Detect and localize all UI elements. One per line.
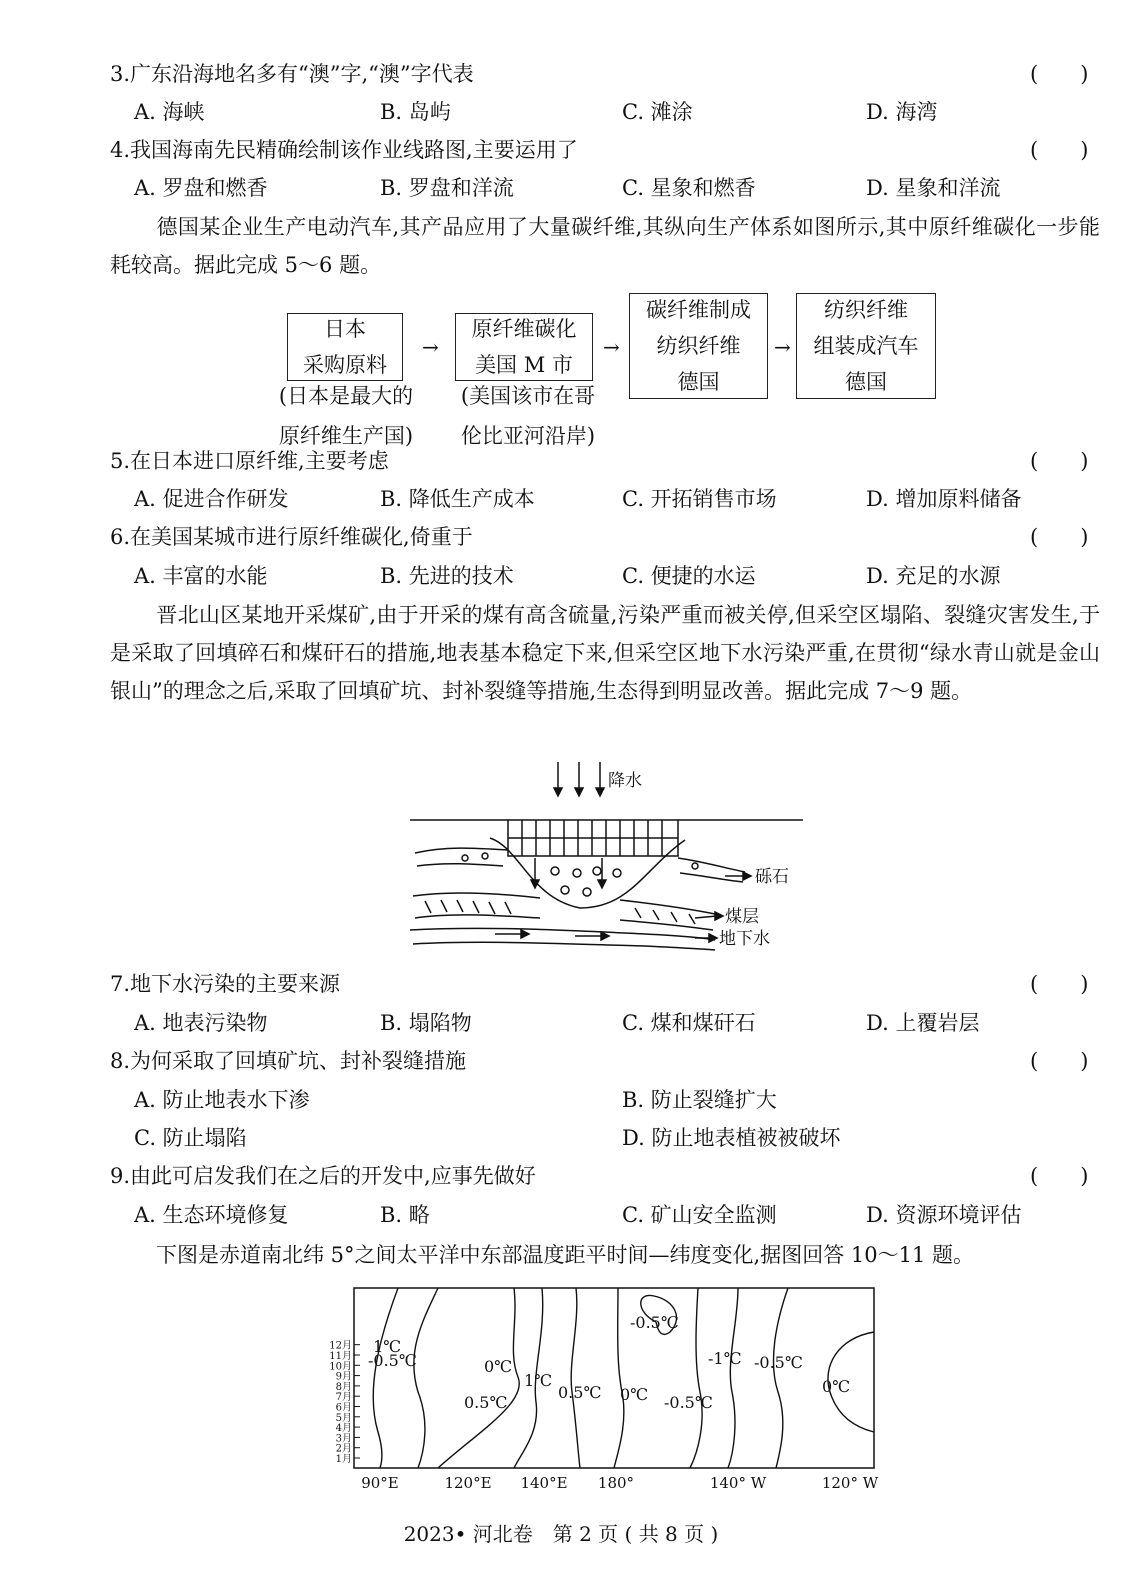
subsidence-basin xyxy=(490,838,685,908)
q8-answer-bracket[interactable]: ( ) xyxy=(1030,1049,1089,1073)
contour-value-label: -0.5℃ xyxy=(630,1313,679,1332)
y-tick-label: 8月 xyxy=(335,1381,352,1393)
q3-option-a[interactable]: A. 海峡 xyxy=(134,100,205,124)
q9-option-c[interactable]: C. 矿山安全监测 xyxy=(622,1203,777,1227)
x-tick-label: 90°E xyxy=(361,1474,399,1492)
contour-line xyxy=(773,1288,788,1468)
contour-value-label: 0.5℃ xyxy=(464,1393,508,1412)
q3-option-c[interactable]: C. 滩涂 xyxy=(622,100,693,124)
q7-option-c[interactable]: C. 煤和煤矸石 xyxy=(622,1011,756,1035)
y-tick-label: 7月 xyxy=(335,1392,352,1404)
passage-10-11-text: 下图是赤道南北纬 5°之间太平洋中东部温度距平时间—纬度变化,据图回答 10～11 题。 xyxy=(156,1243,975,1267)
passage-5-6-text: 德国某企业生产电动汽车,其产品应用了大量碳纤维,其纵向生产体系如图所示,其中原纤维碳化一步能耗较高。据此完成 5～6 题。 xyxy=(110,215,1100,277)
contour-labels xyxy=(368,1313,850,1412)
rain-arrowhead xyxy=(575,788,583,796)
passage-10-11 xyxy=(110,1236,1100,1274)
flow-box-germany-car-line1: 纺织纤维 xyxy=(824,298,908,322)
x-tick-label: 120° W xyxy=(821,1474,879,1492)
q4-option-a[interactable]: A. 罗盘和燃香 xyxy=(134,176,268,200)
contour-value-label: -0.5℃ xyxy=(368,1351,417,1370)
label-gravel: 砾石 xyxy=(755,867,789,887)
q9-option-a[interactable]: A. 生态环境修复 xyxy=(134,1203,289,1227)
flow-note-japan xyxy=(258,376,434,456)
q5-option-a[interactable]: A. 促进合作研发 xyxy=(134,487,289,511)
contour-line xyxy=(614,1288,624,1468)
q4-answer-bracket[interactable]: ( ) xyxy=(1030,138,1089,162)
arrow-right-icon: → xyxy=(774,335,791,359)
page-footer: 2023• 河北卷 第 2 页 ( 共 8 页 ) xyxy=(403,1522,719,1546)
q3-stem: 3.广东沿海地名多有“澳”字,“澳”字代表 xyxy=(110,62,474,86)
contour-line xyxy=(373,1288,398,1468)
contour-value-label: 0℃ xyxy=(620,1385,649,1404)
q7-option-b[interactable]: B. 塌陷物 xyxy=(380,1011,472,1035)
q9-option-b[interactable]: B. 略 xyxy=(380,1203,430,1227)
q5-option-c[interactable]: C. 开拓销售市场 xyxy=(622,487,777,511)
q7-answer-bracket[interactable]: ( ) xyxy=(1030,972,1089,996)
q8-stem: 8.为何采取了回填矿坑、封补裂缝措施 xyxy=(110,1049,467,1073)
y-tick-label: 4月 xyxy=(335,1423,352,1435)
flow-note-usa-line1: (美国该市在哥 xyxy=(460,384,596,408)
rain-arrowhead xyxy=(596,788,604,796)
passage-7-9 xyxy=(110,596,1100,710)
flow-note-japan-line2: 原纤维生产国) xyxy=(278,424,414,448)
flow-box-germany-car xyxy=(796,293,936,399)
y-tick-label: 3月 xyxy=(335,1433,352,1445)
passage-5-6 xyxy=(110,208,1100,284)
q5-option-d[interactable]: D. 增加原料储备 xyxy=(866,487,1022,511)
contour-line xyxy=(414,1288,438,1468)
q5-stem: 5.在日本进口原纤维,主要考虑 xyxy=(110,449,389,473)
y-axis-ticks xyxy=(329,1340,360,1465)
q9-stem: 9.由此可启发我们在之后的开发中,应事先做好 xyxy=(110,1164,536,1188)
contour-line xyxy=(571,1288,580,1468)
q8-option-d[interactable]: D. 防止地表植被被破坏 xyxy=(622,1126,841,1150)
q3-answer-bracket[interactable]: ( ) xyxy=(1030,62,1089,86)
contour-value-label: 1℃ xyxy=(524,1371,553,1390)
q4-stem: 4.我国海南先民精确绘制该作业线路图,主要运用了 xyxy=(110,138,578,162)
flow-note-usa xyxy=(440,376,616,456)
q6-option-b[interactable]: B. 先进的技术 xyxy=(380,564,514,588)
q7-option-a[interactable]: A. 地表污染物 xyxy=(134,1011,268,1035)
contour-value-label: 1℃ xyxy=(373,1337,402,1356)
contour-line xyxy=(728,1288,738,1468)
q7-option-d[interactable]: D. 上覆岩层 xyxy=(866,1011,980,1035)
groundwater-layer xyxy=(410,928,715,940)
contour-value-label: 0℃ xyxy=(484,1357,513,1376)
q6-option-c[interactable]: C. 便捷的水运 xyxy=(622,564,756,588)
q8-option-c[interactable]: C. 防止塌陷 xyxy=(134,1126,247,1150)
flow-box-usa-line2: 美国 M 市 xyxy=(475,353,573,377)
q6-answer-bracket[interactable]: ( ) xyxy=(1030,525,1089,549)
contour-value-label: -0.5℃ xyxy=(664,1393,713,1412)
q6-stem: 6.在美国某城市进行原纤维碳化,倚重于 xyxy=(110,525,473,549)
chart-frame xyxy=(354,1288,874,1468)
y-tick-label: 6月 xyxy=(335,1402,352,1414)
q8-option-b[interactable]: B. 防止裂缝扩大 xyxy=(622,1088,777,1112)
rain-arrowhead xyxy=(554,788,562,796)
q8-option-a[interactable]: A. 防止地表水下渗 xyxy=(134,1088,310,1112)
label-coal: 煤层 xyxy=(725,907,759,927)
flow-note-japan-line1: (日本是最大的 xyxy=(278,384,414,408)
arrow-right-icon: → xyxy=(422,335,439,359)
y-tick-label: 12月 xyxy=(329,1340,352,1352)
flow-box-germany-car-line3: 德国 xyxy=(845,370,887,394)
contour-value-label: -0.5℃ xyxy=(754,1353,803,1372)
q5-option-b[interactable]: B. 降低生产成本 xyxy=(380,487,535,511)
temperature-anomaly-contour-chart xyxy=(318,1282,888,1504)
mine-cross-section-diagram xyxy=(405,758,805,958)
flow-box-germany-fiber-line3: 德国 xyxy=(677,370,720,394)
x-axis-ticks xyxy=(361,1474,879,1492)
contour-line xyxy=(690,1288,702,1468)
contour-value-label: -1℃ xyxy=(708,1349,742,1368)
y-tick-label: 1月 xyxy=(335,1454,352,1465)
y-tick-label: 5月 xyxy=(335,1412,352,1424)
y-tick-label: 2月 xyxy=(335,1443,352,1455)
q4-option-b[interactable]: B. 罗盘和洋流 xyxy=(380,176,514,200)
flow-box-germany-car-line2: 组装成汽车 xyxy=(813,334,919,358)
q9-answer-bracket[interactable]: ( ) xyxy=(1030,1164,1089,1188)
y-tick-label: 9月 xyxy=(335,1371,352,1383)
contour-lines xyxy=(373,1288,874,1468)
contour-line xyxy=(438,1288,519,1468)
x-tick-label: 120°E xyxy=(444,1474,492,1492)
label-groundwater: 地下水 xyxy=(719,929,770,949)
q7-stem: 7.地下水污染的主要来源 xyxy=(110,972,341,996)
flow-box-germany-fiber-line2: 纺织纤维 xyxy=(656,334,741,358)
x-tick-label: 140°E xyxy=(520,1474,568,1492)
q4-option-d[interactable]: D. 星象和洋流 xyxy=(866,176,1001,200)
arrow-right-icon: → xyxy=(603,335,620,359)
contour-value-label: 0℃ xyxy=(822,1377,851,1396)
x-tick-label: 180° xyxy=(597,1474,635,1492)
label-rain: 降水 xyxy=(608,771,642,791)
flow-box-usa xyxy=(455,313,593,381)
q4-option-c[interactable]: C. 星象和燃香 xyxy=(622,176,756,200)
contour-value-label: 0.5℃ xyxy=(558,1383,602,1402)
passage-7-9-text: 晋北山区某地开采煤矿,由于开采的煤有高含硫量,污染严重而被关停,但采空区塌陷、裂缝灾害发生,于是采取了回填碎石和煤矸石的措施,地表基本稳定下来,但采空区地下水污染严重,在贯彻“绿水青山就是金山银山”的理念之后,采取了回填矿坑、封补裂缝等措施,生态得到明显改善。据此完成 7～9 题。 xyxy=(110,603,1100,703)
flow-box-japan-line2: 采购原料 xyxy=(303,353,387,377)
q3-option-b[interactable]: B. 岛屿 xyxy=(380,100,451,124)
flow-box-germany-fiber-line1: 碳纤维制成 xyxy=(646,298,751,322)
flow-note-usa-line2: 伦比亚河沿岸) xyxy=(460,424,596,448)
flow-box-japan-line1: 日本 xyxy=(324,317,366,341)
flow-box-germany-fiber xyxy=(629,293,768,399)
q3-option-d[interactable]: D. 海湾 xyxy=(866,100,938,124)
q6-option-d[interactable]: D. 充足的水源 xyxy=(866,564,1001,588)
q5-answer-bracket[interactable]: ( ) xyxy=(1030,449,1089,473)
x-tick-label: 140° W xyxy=(709,1474,767,1492)
flow-box-usa-line1: 原纤维碳化 xyxy=(471,317,577,341)
q6-option-a[interactable]: A. 丰富的水能 xyxy=(134,564,268,588)
flow-box-japan xyxy=(287,313,403,381)
q9-option-d[interactable]: D. 资源环境评估 xyxy=(866,1203,1022,1227)
y-tick-label: 11月 xyxy=(329,1351,352,1362)
y-tick-label: 10月 xyxy=(329,1361,352,1373)
